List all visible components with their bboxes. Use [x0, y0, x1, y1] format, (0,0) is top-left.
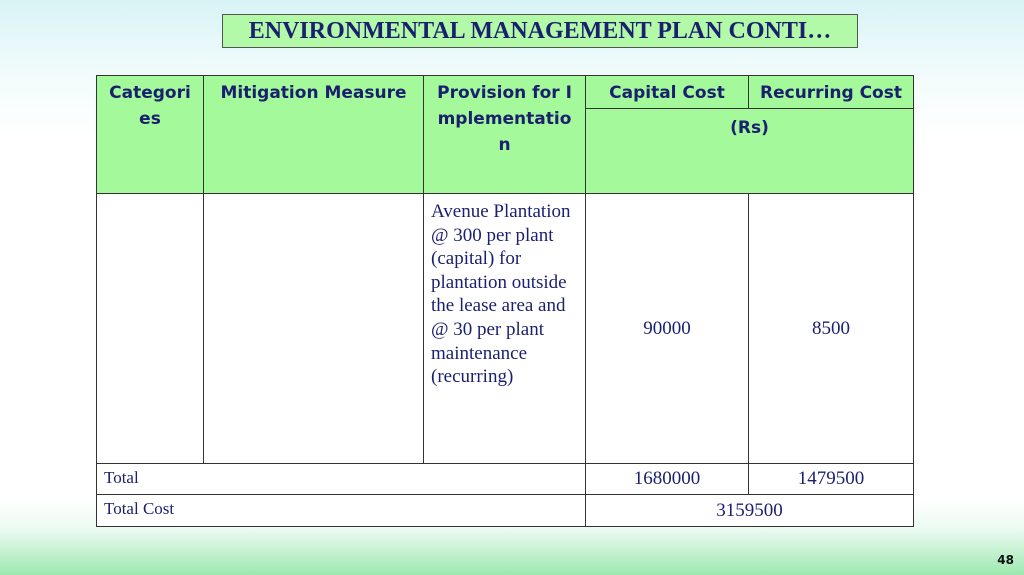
- header-mitigation-label: Mitigation Measure: [220, 83, 407, 103]
- header-recurring-cost-label: Recurring Cost: [760, 83, 902, 103]
- table-row: [97, 194, 914, 464]
- header-capital-cost-label: Capital Cost: [609, 83, 725, 103]
- total-capital-cost: 1680000: [586, 464, 749, 495]
- total-cost-value: 3159500: [586, 495, 914, 527]
- row-capital-cost: 90000: [586, 194, 749, 464]
- row-mitigation-cell: [204, 194, 424, 464]
- row-category-cell: [97, 194, 204, 464]
- header-unit: [586, 109, 914, 194]
- header-mitigation-measure: [204, 76, 424, 194]
- slide-title: ENVIRONMENTAL MANAGEMENT PLAN CONTI…: [222, 14, 858, 48]
- row-provision-cell: [424, 194, 586, 464]
- header-provision: [424, 76, 586, 194]
- header-capital-cost: [586, 76, 749, 109]
- header-categories-label: Categori es: [109, 83, 191, 129]
- header-categories: [97, 76, 204, 194]
- row-provision-text: Avenue Plantation @ 300 per plant (capital) for plantation outside the lease area and @ 30 per plant maintenance (recurring): [431, 201, 571, 388]
- header-recurring-cost: [749, 76, 914, 109]
- total-recurring-cost: 1479500: [749, 464, 914, 495]
- environmental-management-table: [96, 75, 914, 527]
- row-recurring-cost: 8500: [749, 194, 914, 464]
- page-number: 48: [997, 553, 1014, 567]
- total-row: [97, 464, 914, 495]
- total-cost-row: [97, 495, 914, 527]
- header-provision-label: Provision for Implementatio n: [437, 83, 572, 155]
- total-cost-label: Total Cost: [97, 495, 586, 527]
- total-label: Total: [97, 464, 586, 495]
- header-unit-label: (Rs): [730, 118, 769, 138]
